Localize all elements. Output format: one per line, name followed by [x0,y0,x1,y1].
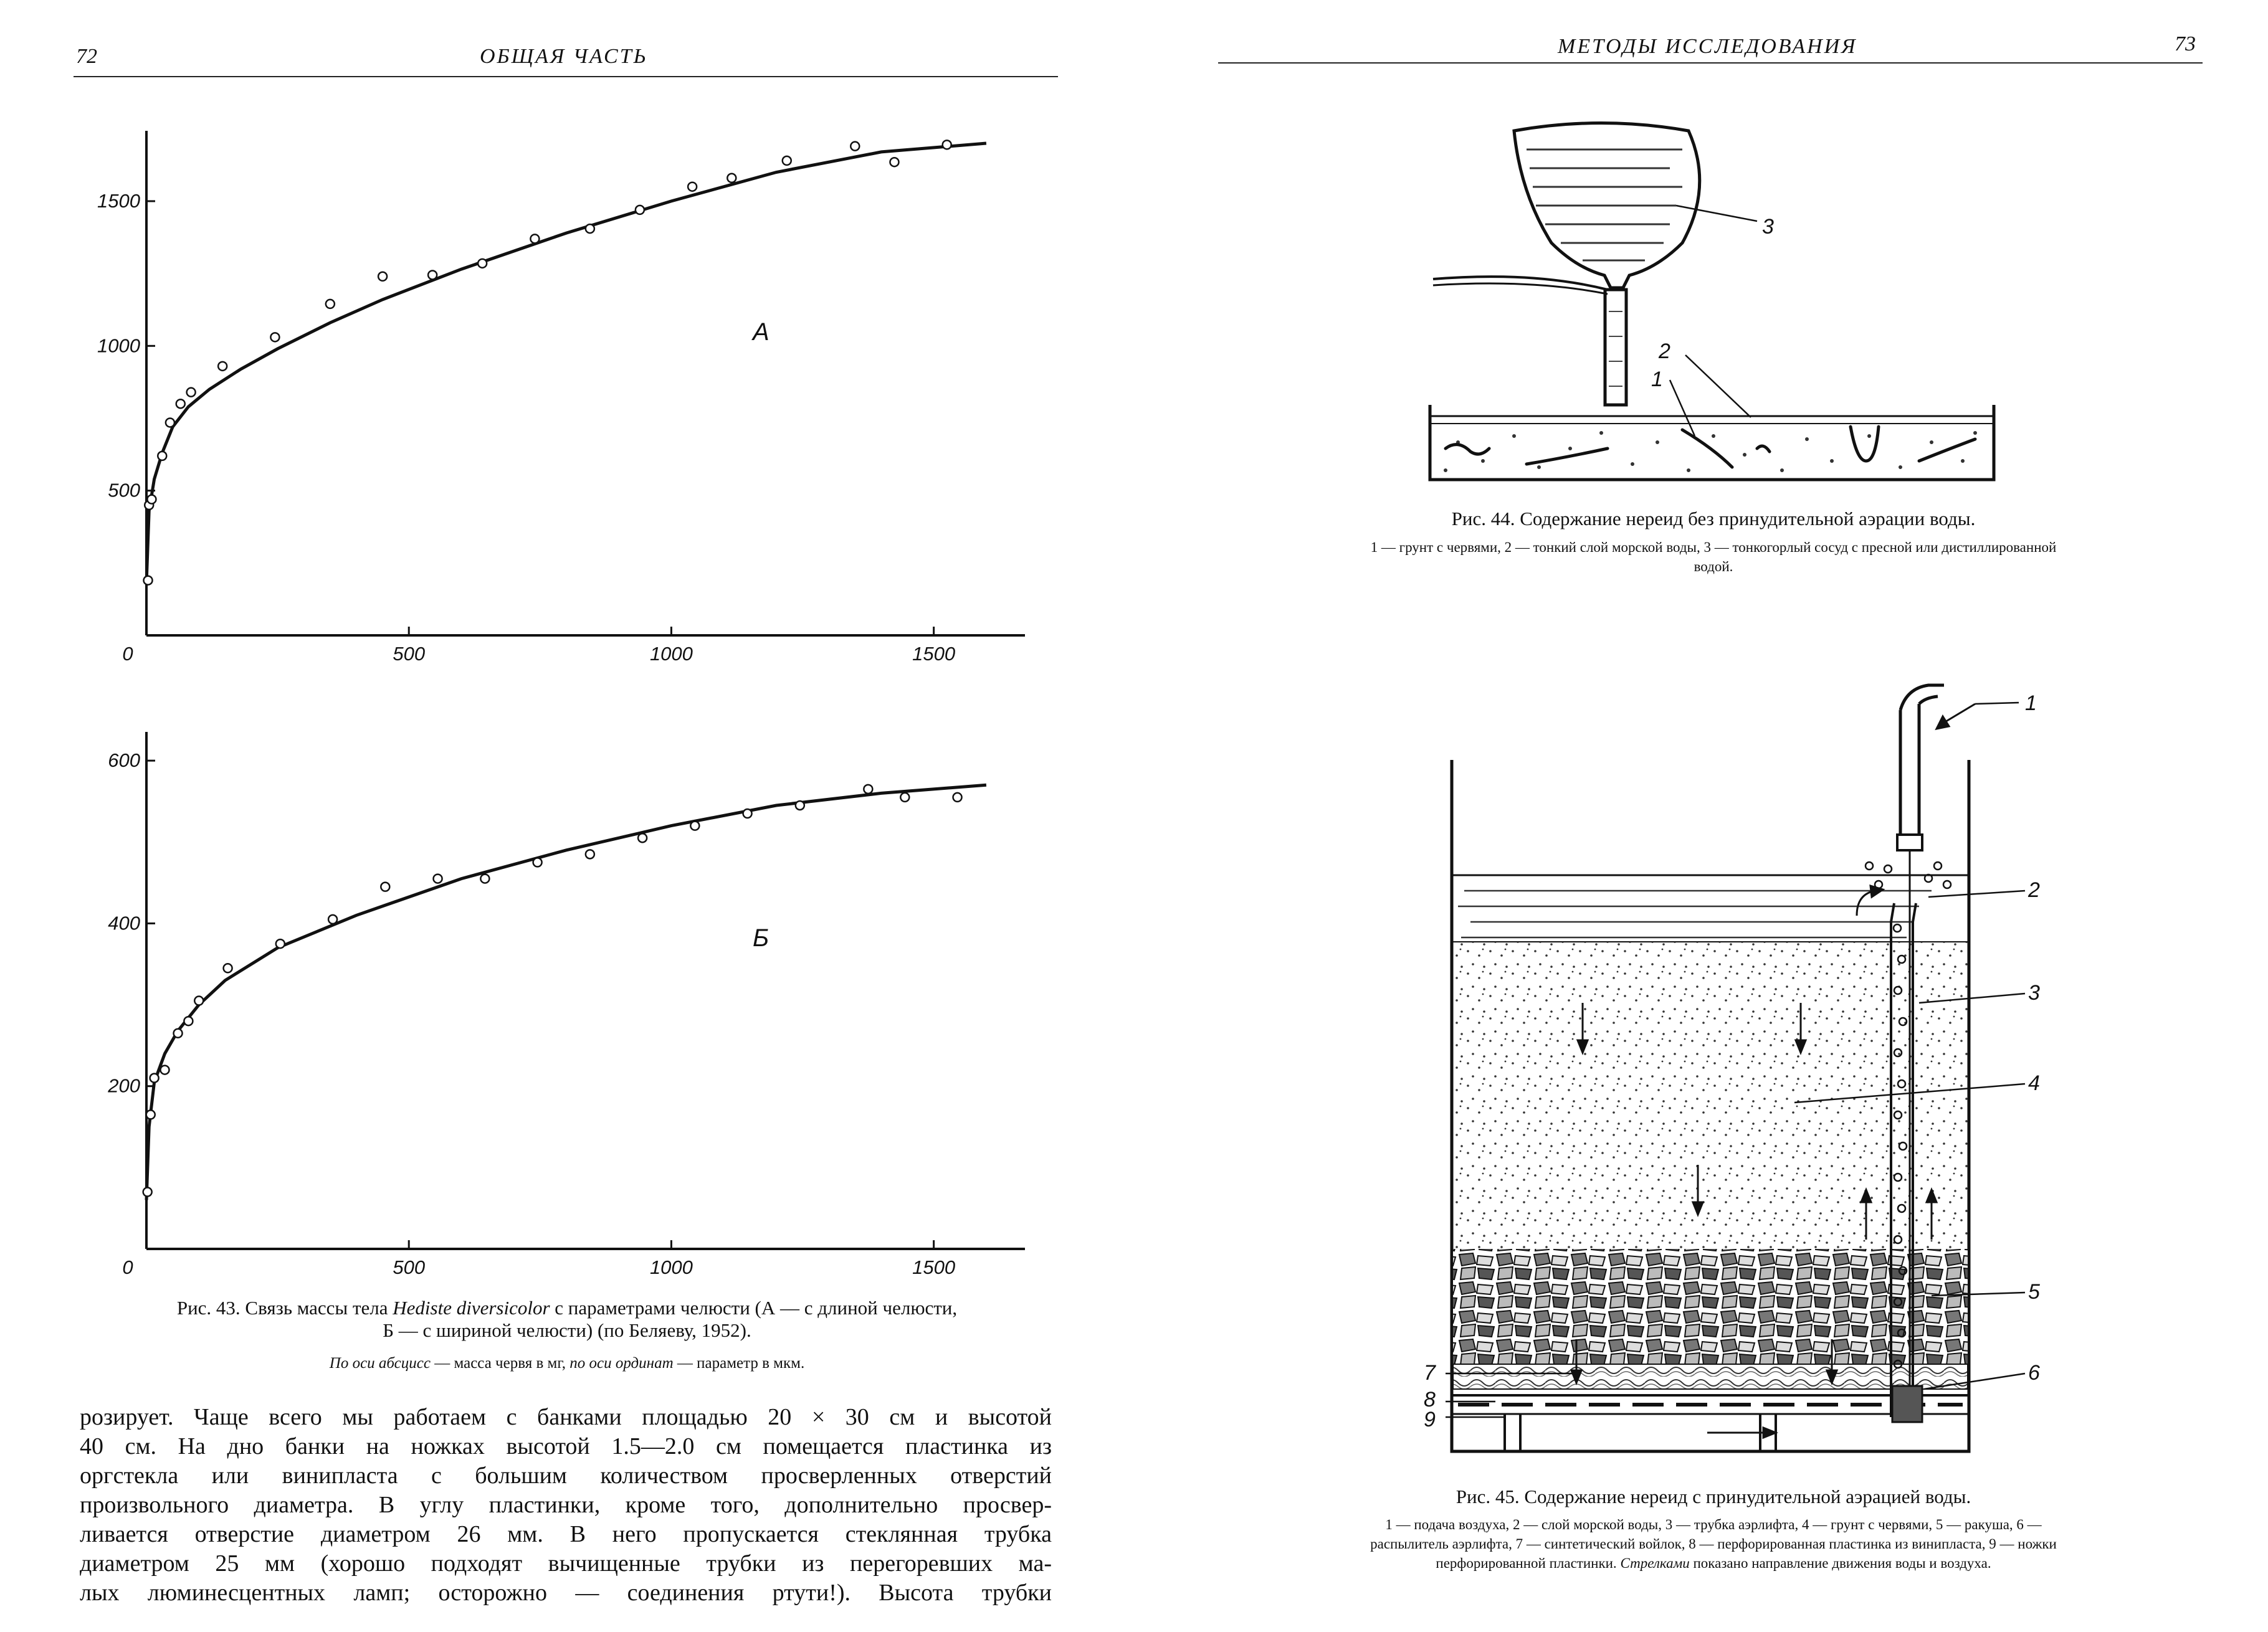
panel-label: А [753,318,770,346]
figure-43-caption: Рис. 43. Связь массы тела Hediste diversicolor с параметрами челюсти (А — с длиной челюсти, Б — с шириной челюсти) (по Беляеву, 1952). [176,1297,958,1341]
data-point [636,206,644,214]
left-header-rule [74,76,1058,77]
x-tick-label: 1500 [912,643,956,665]
figure-44-diagram [1421,112,2044,498]
figure-44-caption: Рис. 44. Содержание нереид без принудительной аэрации воды. [1451,508,1976,529]
data-point [586,224,594,233]
data-point [434,875,442,883]
figure-43-chart-b [87,716,1059,1283]
left-body-text [80,1403,1052,1608]
data-point [586,850,594,858]
fit-curve [146,143,986,583]
data-point [690,822,699,830]
data-point [533,858,542,866]
figure-45-diagram [1421,679,2094,1470]
data-point [378,272,387,281]
y-tick-label: 500 [108,479,140,501]
y-tick-label: 600 [108,749,140,772]
data-point [150,1074,159,1083]
data-point [194,997,203,1005]
fig45-callout-4: 4 [2028,1071,2040,1095]
data-point [850,142,859,151]
data-point [953,793,962,802]
data-point [864,785,872,794]
data-point [328,915,337,924]
fig45-callout-1: 1 [2025,691,2037,715]
x-tick-label: 500 [393,643,426,665]
species-name: Hediste diversicolor [393,1297,550,1319]
data-point [224,964,232,972]
body-line: 40 см. На дно банки на ножках высотой 1.5—2.0 см помещается пластинка из [80,1433,1052,1459]
data-point [147,495,156,504]
air-diffuser [1892,1386,1922,1422]
body-line: диаметром 25 мм (хорошо подходят вычищенные трубки из перегоревших ма- [80,1550,1052,1577]
data-point [176,399,185,408]
figure-43-axis-note: По оси абсцисс — масса червя в мг, по оси ординат — параметр в мкм. [329,1355,805,1372]
body-line: ливается отверстие диаметром 26 мм. В него пропускается стеклянная трубка [80,1521,1052,1547]
fig44-callout-3: 3 [1762,215,1774,239]
data-point [638,833,647,842]
x-tick-label: 1000 [649,643,693,665]
x-tick-label: 0 [122,1256,133,1278]
figure-45-legend: 1 — подача воздуха, 2 — слой морской воды, 3 — трубка аэрлифта, 4 — грунт с червями, 5 — ракуша, 6 — распылитель аэрлифта, 7 — синтетический войлок, 8 — перфорированная пластинка из винипласта, 9 — ножки перфорированной пластинки. Стрелками показано направление движения воды и воздуха. [1370,1517,2057,1572]
data-point [184,1017,193,1025]
data-point [727,174,736,183]
figure-43-chart-a [87,115,1059,670]
data-point [428,270,437,279]
fig45-callout-3: 3 [2028,981,2040,1005]
data-point [796,801,804,810]
y-tick-label: 400 [108,912,140,934]
fig45-callout-9: 9 [1424,1408,1436,1431]
data-point [900,793,909,802]
data-point [743,809,752,818]
x-tick-label: 0 [122,643,133,665]
fig45-callout-7: 7 [1424,1361,1436,1385]
data-point [166,418,174,427]
fig45-callout-5: 5 [2028,1280,2040,1304]
body-line: оргстекла или винипласта с большим количеством просверленных отверстий [80,1463,1052,1489]
data-point [276,939,285,948]
data-point [478,259,487,268]
data-point [158,452,166,460]
left-page-number: 72 [76,45,97,68]
fig44-callout-1: 1 [1651,368,1663,391]
data-point [160,1066,169,1075]
data-point [943,140,951,149]
left-running-head: ОБЩАЯ ЧАСТЬ [480,45,648,68]
panel-label: Б [753,924,770,952]
fig44-callout-2: 2 [1659,339,1670,363]
flask-neck-tube [1605,290,1626,405]
data-point [144,576,153,585]
data-point [890,158,898,166]
figure-44-legend: 1 — грунт с червями, 2 — тонкий слой морской воды, 3 — тонкогорлый сосуд с пресной или дистиллированной водой. [1370,539,2057,575]
x-tick-label: 1500 [912,1256,956,1278]
data-point [688,183,697,191]
body-line: розирует. Чаще всего мы работаем с банками площадью 20 × 30 см и высотой [80,1404,1052,1430]
data-point [381,883,389,891]
body-line: лых люминесцентных ламп; осторожно — соединения ртути!). Высота трубки [80,1580,1052,1606]
data-point [480,875,489,883]
body-line: произвольного диаметра. В углу пластинки, кроме того, дополнительно просвер- [80,1492,1052,1518]
data-point [783,156,791,165]
data-point [218,362,227,371]
data-point [530,234,539,243]
y-tick-label: 200 [108,1075,140,1097]
data-point [326,300,335,308]
fig45-callout-8: 8 [1424,1388,1436,1411]
data-point [174,1029,183,1038]
data-point [270,333,279,341]
right-header-rule [1218,62,2203,64]
x-tick-label: 500 [393,1256,426,1278]
fit-curve [146,785,986,1200]
fig45-callout-6: 6 [2028,1361,2040,1385]
data-point [187,388,196,397]
right-page-number: 73 [2175,32,2196,55]
data-point [143,1188,152,1197]
x-tick-label: 1000 [649,1256,693,1278]
right-running-head: МЕТОДЫ ИССЛЕДОВАНИЯ [1558,35,1857,58]
data-point [146,1110,155,1119]
y-tick-label: 1500 [97,189,140,212]
fig45-callout-2: 2 [2028,878,2040,902]
figure-45-caption: Рис. 45. Содержание нереид с принудительной аэрацией воды. [1456,1486,1971,1507]
y-tick-label: 1000 [97,334,140,357]
